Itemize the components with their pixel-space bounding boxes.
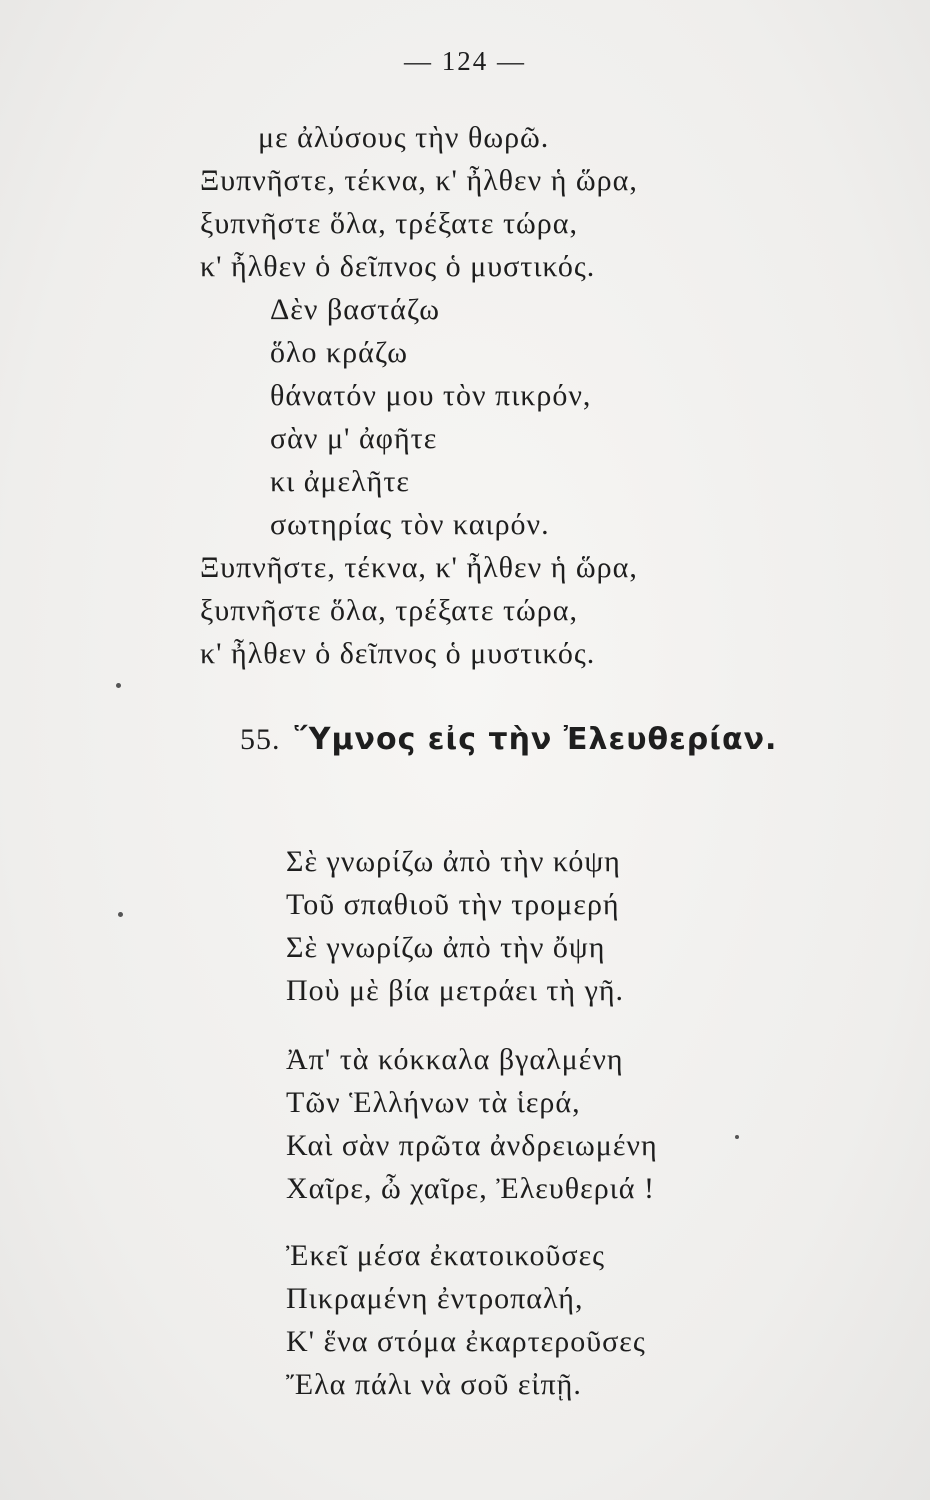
poem-line: θάνατόν μου τὸν πικρόν,: [270, 379, 592, 412]
stanza-line: Σὲ γνωρίζω ἀπὸ τὴν ὄψη: [286, 931, 606, 964]
stanza-line: Κ' ἕνα στόμα ἐκαρτεροῦσες: [286, 1325, 646, 1358]
ink-speck: [118, 912, 123, 917]
section-title: Ὕμνος εἰς τὴν Ἐλευθερίαν.: [294, 722, 778, 757]
poem-line: ξυπνῆστε ὅλα, τρέξατε τώρα,: [200, 207, 578, 240]
stanza-line: Ἀπ' τὰ κόκκαλα βγαλμένη: [286, 1043, 624, 1076]
section-heading: [240, 720, 777, 760]
poem-line: ὅλο κράζω: [270, 336, 408, 369]
poem-line: Ξυπνῆστε, τέκνα, κ' ἦλθεν ἡ ὥρα,: [200, 551, 638, 584]
poem-line: κι ἀμελῆτε: [270, 465, 410, 498]
stanza-line: Ποὺ μὲ βία μετράει τὴ γῆ.: [286, 974, 625, 1007]
stanza-line: Χαῖρε, ὦ χαῖρε, Ἐλευθεριά !: [286, 1172, 655, 1205]
poem-line: κ' ἦλθεν ὁ δεῖπνος ὁ μυστικός.: [200, 637, 596, 670]
poem-line: σωτηρίας τὸν καιρόν.: [270, 508, 550, 541]
poem-line: Ξυπνῆστε, τέκνα, κ' ἦλθεν ἡ ὥρα,: [200, 164, 638, 197]
page-number: — 124 —: [404, 46, 526, 76]
poem-line: σὰν μ' ἀφῆτε: [270, 422, 438, 455]
poem-line: κ' ἦλθεν ὁ δεῖπνος ὁ μυστικός.: [200, 250, 596, 283]
stanza-line: Ἐκεῖ μέσα ἐκατοικοῦσες: [286, 1239, 606, 1272]
stanza-line: Τοῦ σπαθιοῦ τὴν τρομερή: [286, 888, 620, 921]
stanza-line: Ἔλα πάλι νὰ σοῦ εἰπῇ.: [286, 1368, 582, 1401]
ink-speck: [116, 683, 121, 688]
stanza-line: Σὲ γνωρίζω ἀπὸ τὴν κόψη: [286, 845, 621, 878]
poem-line: με ἀλύσους τὴν θωρῶ.: [258, 121, 550, 154]
stanza-line: Πικραμένη ἐντροπαλή,: [286, 1282, 584, 1315]
ink-speck: [735, 1135, 739, 1139]
stanza-line: Καὶ σὰν πρῶτα ἀνδρειωμένη: [286, 1129, 658, 1162]
section-number: 55.: [240, 723, 281, 756]
poem-line: ξυπνῆστε ὅλα, τρέξατε τώρα,: [200, 594, 578, 627]
stanza-line: Τῶν Ἑλλήνων τὰ ἱερά,: [286, 1086, 581, 1119]
poem-line: Δὲν βαστάζω: [270, 293, 440, 326]
